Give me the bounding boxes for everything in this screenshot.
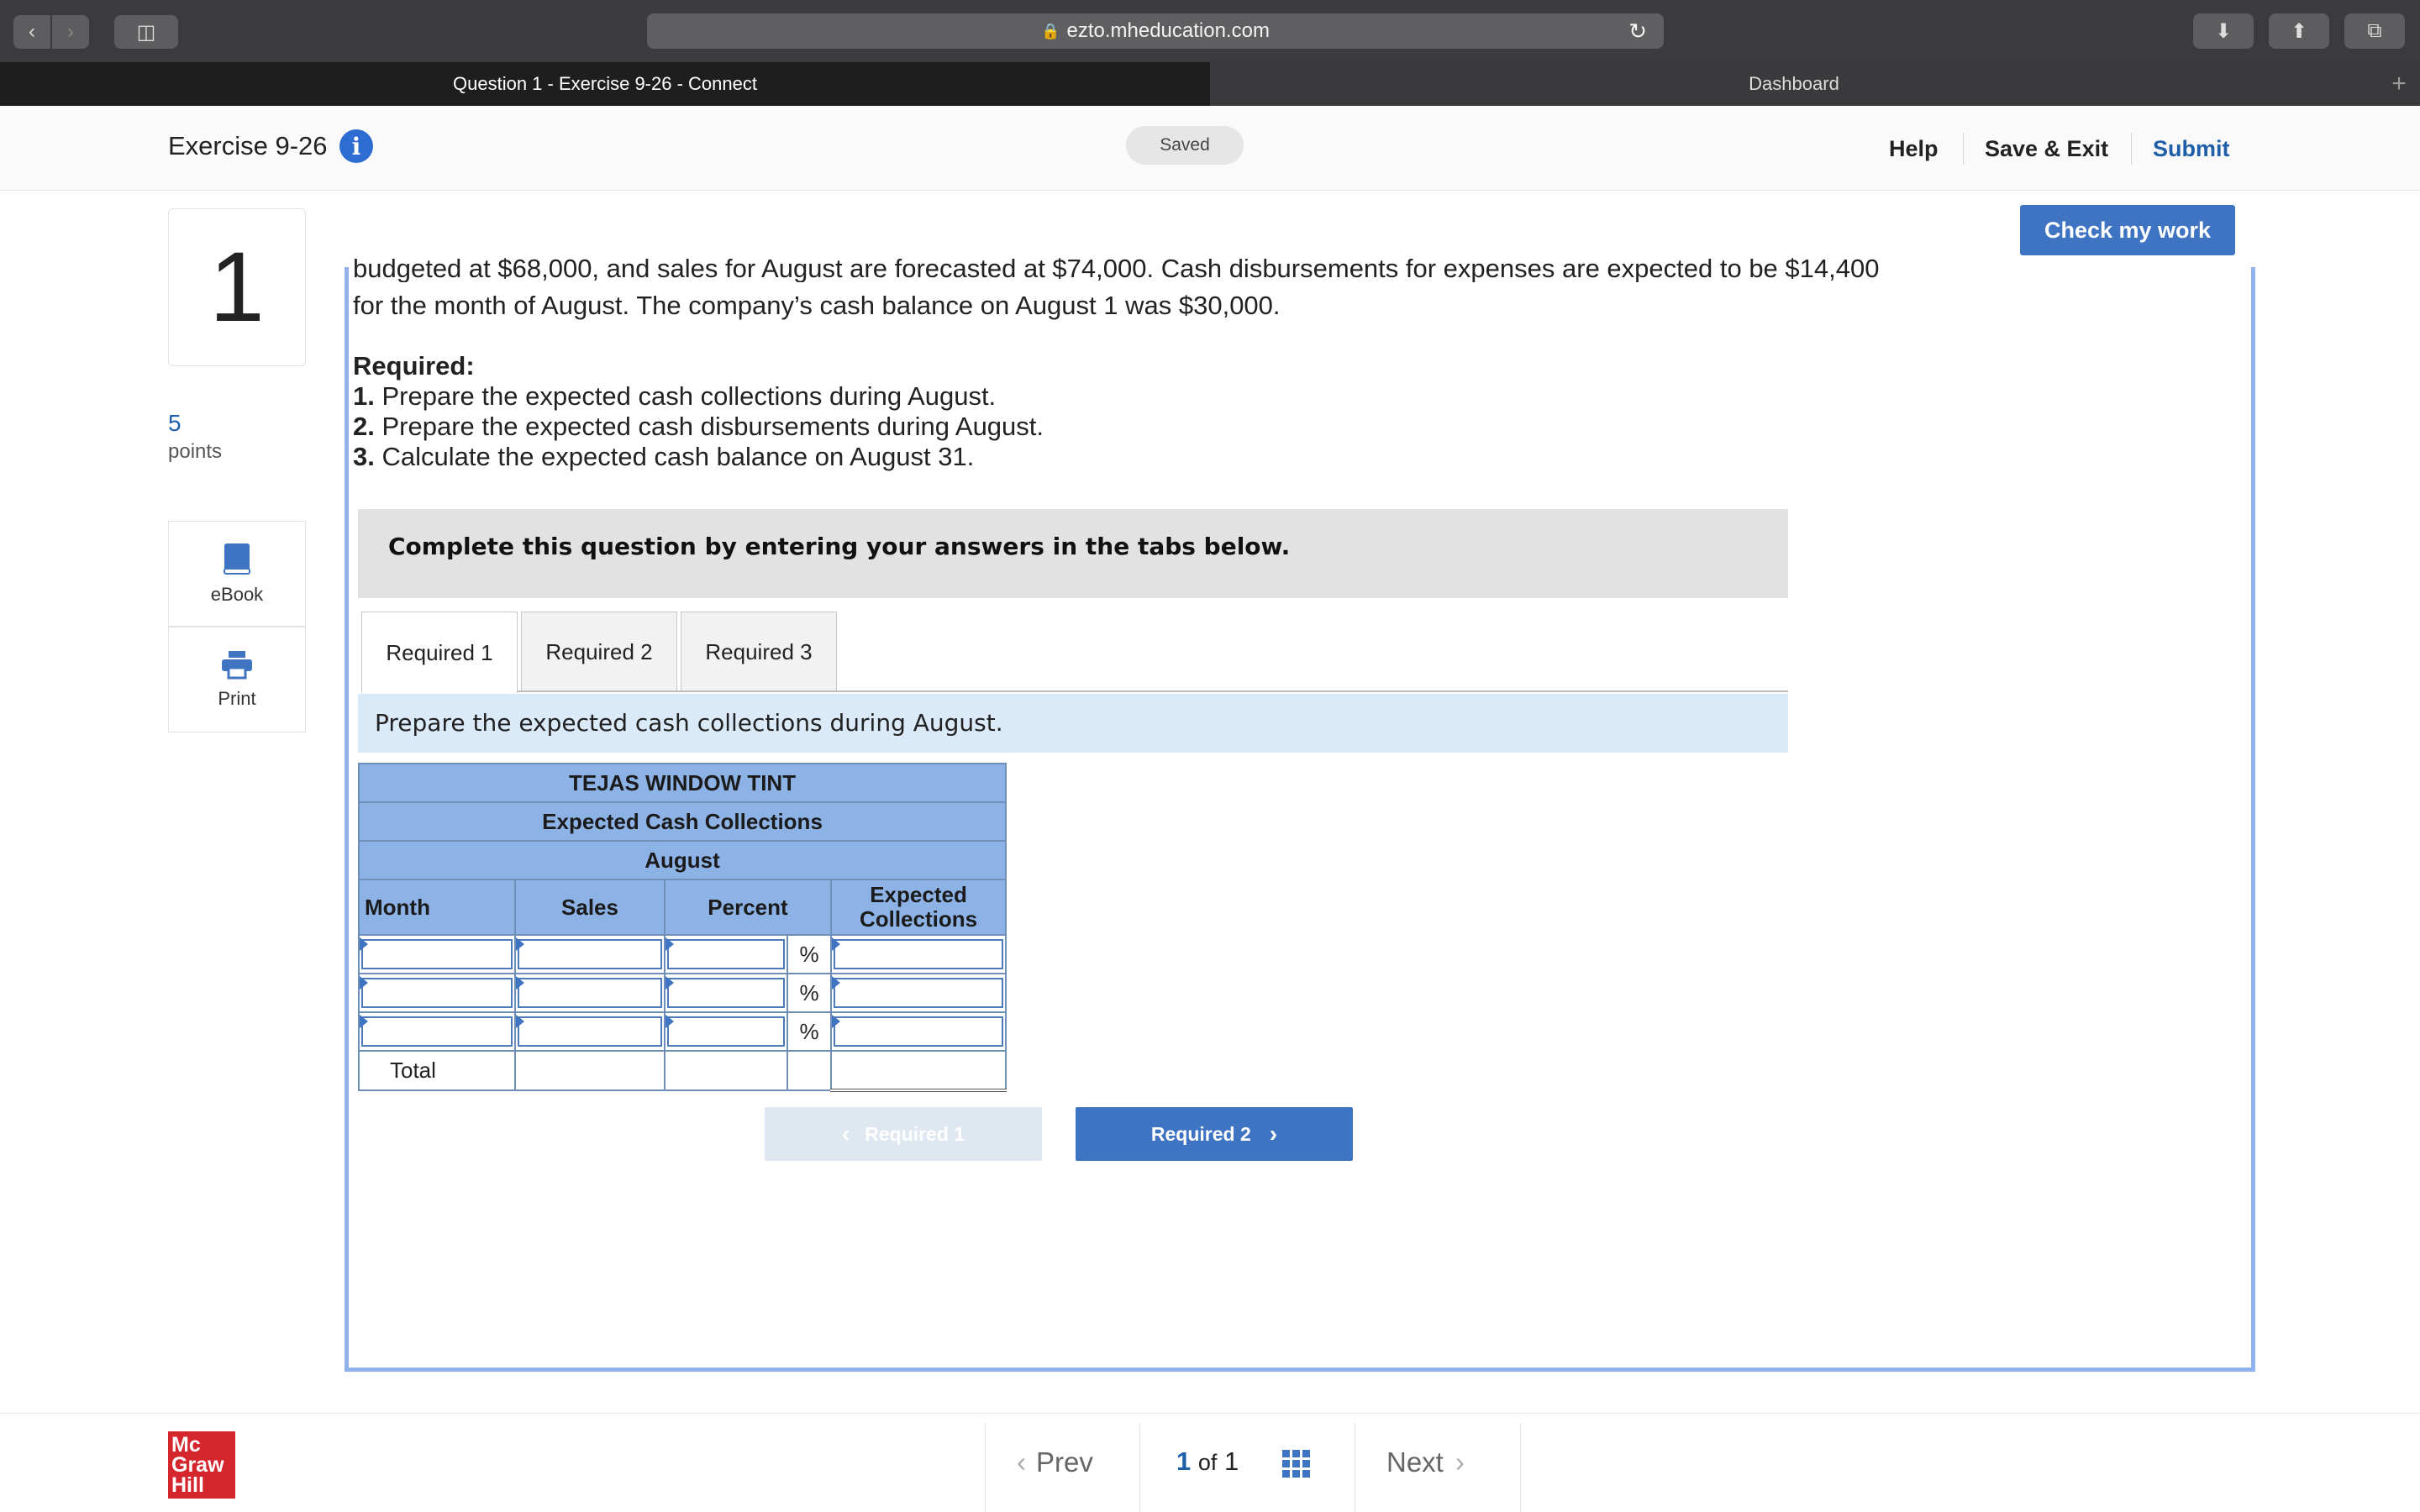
next-required-label: Required 2 (1150, 1122, 1251, 1145)
table-row (359, 974, 1006, 1012)
url-text: ezto.mheducation.com (1066, 19, 1270, 42)
requirement-2: 2. Prepare the expected cash disbursements during August. (353, 412, 1044, 441)
required-heading: Required: (353, 351, 475, 381)
percent-input[interactable] (665, 974, 787, 1012)
collections-input[interactable] (831, 974, 1006, 1012)
next-required-button[interactable] (1076, 1107, 1353, 1161)
sales-input[interactable] (515, 1012, 665, 1051)
total-pct-cell (787, 1051, 831, 1090)
question-number: 1 (168, 208, 306, 366)
collections-input[interactable] (831, 935, 1006, 974)
previous-required-label: Required 1 (865, 1122, 965, 1145)
question-intro-cut: budgeted at $68,000, and sales for August are forecasted at $74,000. Cash disbursements for expenses are expected to be $14,400 (353, 257, 1880, 282)
table-period: August (359, 841, 1006, 879)
month-input[interactable] (359, 935, 515, 974)
reload-icon[interactable]: ↻ (1628, 18, 1647, 44)
chevron-right-icon: › (1269, 1121, 1278, 1147)
month-input[interactable] (359, 974, 515, 1012)
back-icon[interactable]: ‹ (13, 15, 50, 49)
table-row (359, 1012, 1006, 1051)
download-icon[interactable]: ⬇ (2193, 13, 2254, 49)
sales-input[interactable] (515, 974, 665, 1012)
column-header-month: Month (359, 879, 515, 935)
address-bar[interactable] (647, 13, 1664, 49)
total-label: Total (359, 1051, 515, 1090)
total-percent-cell (665, 1051, 787, 1090)
footer-divider (0, 1413, 2420, 1414)
exercise-title: Exercise 9-26 (168, 131, 328, 160)
save-exit-link[interactable]: Save & Exit (1985, 136, 2109, 161)
column-header-expected-collections: Expected Collections (831, 879, 1006, 935)
print-label: Print (218, 688, 256, 709)
requirement-1: 1. Prepare the expected cash collections during August. (353, 381, 997, 411)
column-header-percent: Percent (665, 879, 831, 935)
table-company: TEJAS WINDOW TINT (359, 764, 1006, 802)
tab-required-2[interactable]: Required 2 (521, 612, 677, 692)
points-value: 5 (168, 410, 182, 436)
percent-symbol: % (787, 1012, 831, 1051)
percent-symbol: % (787, 935, 831, 974)
pager-divider (1139, 1423, 1140, 1512)
points-label: points (168, 440, 223, 463)
book-icon (223, 542, 251, 575)
table-schedule-title: Expected Cash Collections (359, 802, 1006, 841)
cash-collections-table (358, 763, 1007, 1092)
page-indicator: 1 of 1 (1176, 1446, 1239, 1476)
sales-input[interactable] (515, 935, 665, 974)
sidebar-icon[interactable]: ◫ (114, 15, 178, 49)
tab-dashboard[interactable]: Dashboard (1210, 62, 2378, 106)
tabs-divider (518, 690, 1788, 692)
chevron-left-icon: ‹ (841, 1121, 850, 1147)
tab-connect[interactable]: Question 1 - Exercise 9-26 - Connect (0, 62, 1210, 106)
chevron-left-icon: ‹ (1017, 1446, 1026, 1478)
ebook-label: eBook (210, 584, 264, 605)
next-question-link[interactable]: Next › (1386, 1446, 1465, 1478)
collections-input[interactable] (831, 1012, 1006, 1051)
chevron-right-icon: › (1455, 1446, 1465, 1478)
share-icon[interactable]: ⬆ (2269, 13, 2329, 49)
forward-icon[interactable]: › (52, 15, 89, 49)
total-collections-cell (831, 1051, 1006, 1090)
printer-icon (220, 649, 254, 680)
grid-icon[interactable] (1282, 1450, 1311, 1478)
percent-input[interactable] (665, 935, 787, 974)
column-header-sales: Sales (515, 879, 665, 935)
total-sales-cell (515, 1051, 665, 1090)
previous-required-button[interactable] (765, 1107, 1042, 1161)
header-divider (1963, 133, 1964, 165)
instructions-text: Complete this question by entering your answers in the tabs below. (388, 533, 1291, 560)
tab-required-1[interactable]: Required 1 (361, 612, 518, 693)
month-input[interactable] (359, 1012, 515, 1051)
table-row-total (359, 1051, 1006, 1090)
header-divider (2131, 133, 2132, 165)
print-button[interactable] (168, 627, 306, 732)
prev-question-link[interactable]: ‹ Prev (1017, 1446, 1093, 1478)
percent-symbol: % (787, 974, 831, 1012)
question-intro: for the month of August. The company’s cash balance on August 1 was $30,000. (353, 291, 1281, 320)
tab-required-3[interactable]: Required 3 (681, 612, 837, 692)
requirement-3: 3. Calculate the expected cash balance on August 31. (353, 442, 975, 471)
lock-icon: 🔒 (1041, 22, 1060, 39)
ebook-button[interactable] (168, 521, 306, 627)
percent-input[interactable] (665, 1012, 787, 1051)
info-icon[interactable]: i (339, 129, 373, 163)
mcgraw-hill-logo: Mc Graw Hill (168, 1431, 235, 1499)
table-row (359, 935, 1006, 974)
saved-badge: Saved (1126, 126, 1244, 165)
tab-description: Prepare the expected cash collections during August. (375, 709, 1003, 737)
submit-link[interactable]: Submit (2153, 136, 2230, 161)
check-my-work-button[interactable]: Check my work (2020, 205, 2235, 255)
help-link[interactable]: Help (1889, 136, 1939, 161)
new-tab-button[interactable]: + (2378, 62, 2420, 106)
tabs-overview-icon[interactable]: ⧉ (2344, 13, 2405, 49)
